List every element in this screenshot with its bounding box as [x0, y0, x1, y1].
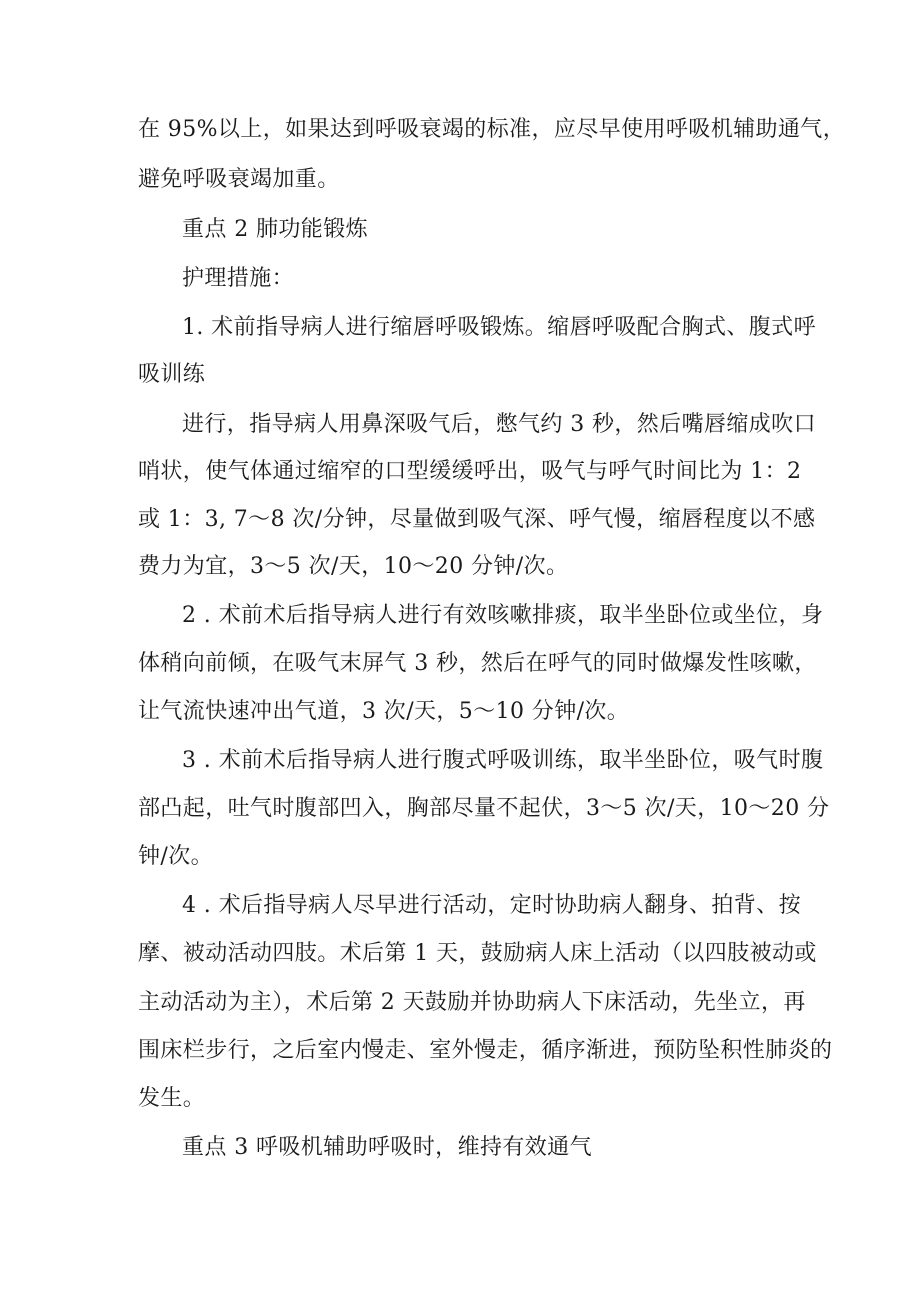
paragraph-line: 摩、被动活动四肢。术后第 1 天，鼓励病人床上活动（以四肢被动或 [138, 941, 817, 966]
paragraph-line: 4 . 术后指导病人尽早进行活动，定时协助病人翻身、拍背、按 [182, 893, 801, 918]
paragraph-line: 让气流快速冲出气道，3 次/天，5～10 分钟/次。 [138, 699, 630, 724]
paragraph-line: 2 . 术前术后指导病人进行有效咳嗽排痰，取半坐卧位或坐位，身 [182, 603, 824, 628]
paragraph-line: 避免呼吸衰竭加重。 [138, 167, 340, 192]
paragraph-line: 哨状，使气体通过缩窄的口型缓缓呼出，吸气与呼气时间比为 1：2 [138, 459, 802, 484]
paragraph-line: 发生。 [138, 1086, 206, 1111]
paragraph-line: 3 . 术前术后指导病人进行腹式呼吸训练，取半坐卧位，吸气时腹 [182, 748, 824, 773]
paragraph-line: 钟/次。 [138, 844, 214, 869]
paragraph-line: 围床栏步行，之后室内慢走、室外慢走，循序渐进，预防坠积性肺炎的 [138, 1038, 833, 1063]
paragraph-line: 体稍向前倾，在吸气末屏气 3 秒，然后在呼气的同时做爆发性咳嗽， [138, 651, 817, 676]
paragraph-line: 吸训练 [138, 362, 206, 387]
paragraph-line: 在 95%以上，如果达到呼吸衰竭的标准，应尽早使用呼吸机辅助通气， [138, 117, 846, 142]
paragraph-line: 主动活动为主），术后第 2 天鼓励并协助病人下床活动，先坐立，再 [138, 990, 806, 1015]
subheading: 护理措施： [182, 266, 295, 291]
paragraph-line: 费力为宜，3～5 次/天，10～20 分钟/次。 [138, 554, 569, 579]
paragraph-line: 部凸起，吐气时腹部凹入，胸部尽量不起伏，3～5 次/天，10～20 分 [138, 796, 830, 821]
section-heading: 重点 2 肺功能锻炼 [182, 217, 368, 242]
section-heading: 重点 3 呼吸机辅助呼吸时，维持有效通气 [182, 1135, 592, 1160]
paragraph-line: 进行，指导病人用鼻深吸气后，憋气约 3 秒，然后嘴唇缩成吹口 [182, 412, 816, 437]
paragraph-line: 1. 术前指导病人进行缩唇呼吸锻炼。缩唇呼吸配合胸式、腹式呼 [182, 315, 816, 340]
paragraph-line: 或 1：3, 7～8 次/分钟，尽量做到吸气深、呼气慢，缩唇程度以不感 [138, 507, 816, 532]
